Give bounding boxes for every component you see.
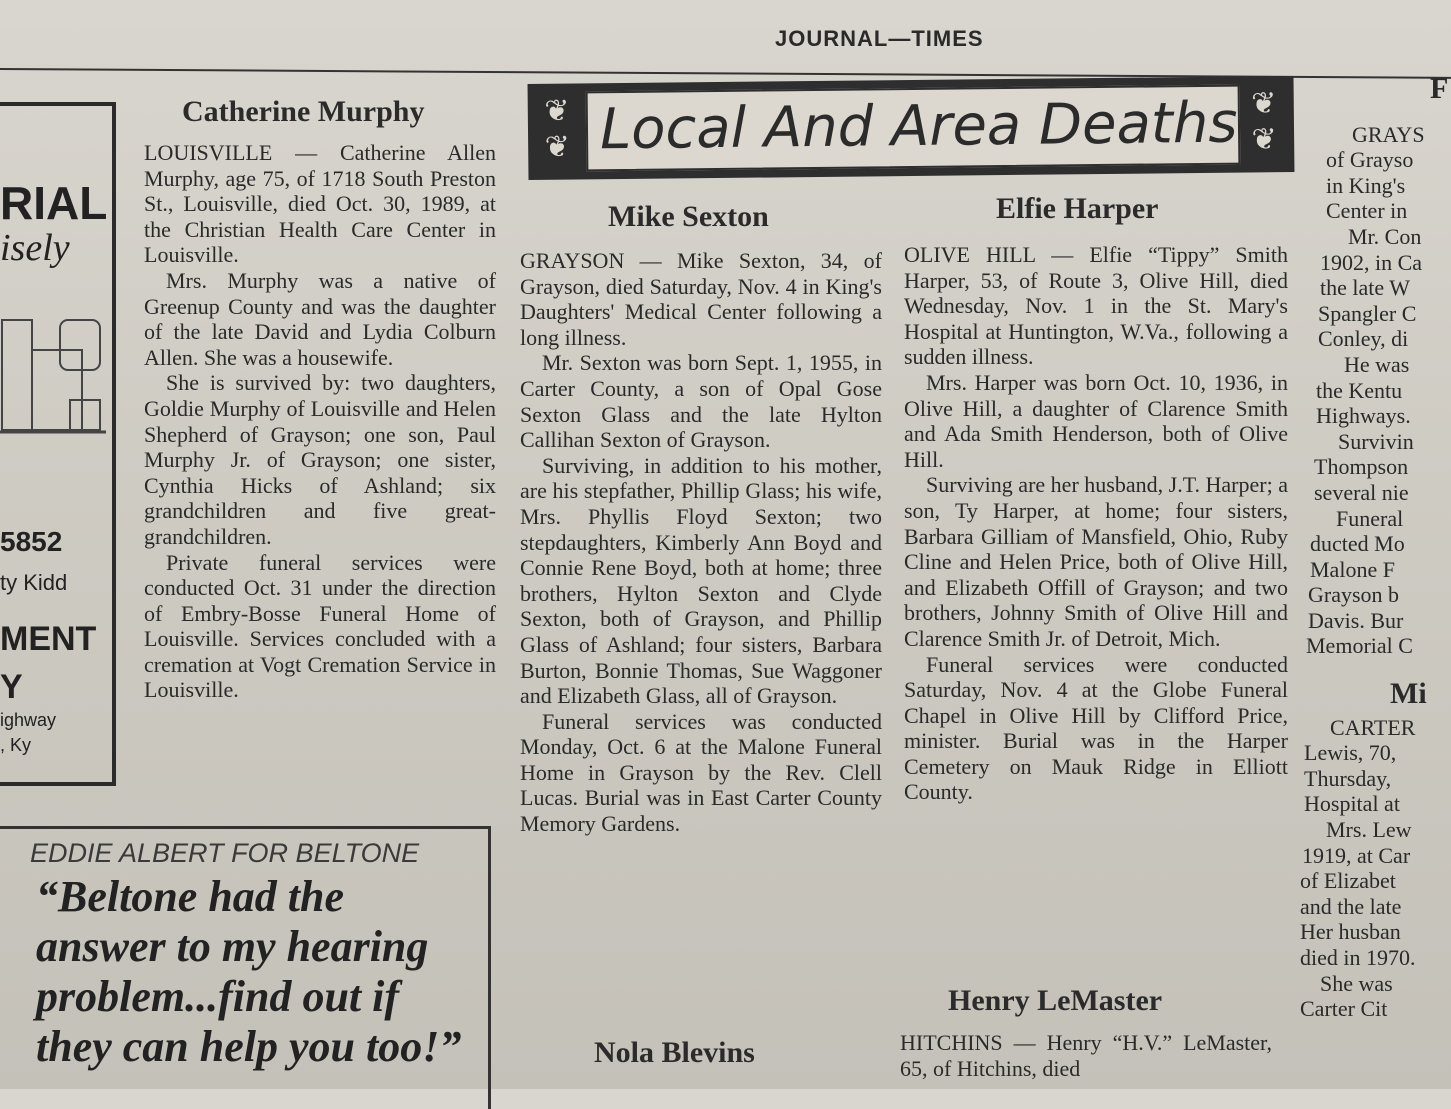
section-banner [528, 76, 1295, 180]
quote-line: problem...find out if [36, 972, 400, 1021]
cutoff-heading: F [1430, 72, 1449, 105]
masthead: JOURNAL—TIMES [775, 26, 984, 51]
cutoff-line: and the late [1300, 893, 1402, 919]
obituary-paragraph: She is survived by: two daughters, Goldie Murphy of Louisville and Helen Shepherd of Grayson; one son, Paul Murphy Jr. of Grayson; one sister, Cynthia Hicks of Ashland; six grandchildren and five great-grandchildren. [144, 370, 496, 549]
quote-line: answer to my hearing [36, 922, 429, 971]
obituary-heading: Elfie Harper [996, 192, 1159, 225]
obituary-paragraph: Mrs. Murphy was a native of Greenup County and was the daughter of the late David and Lydia Colburn Allen. She was a housewife. [144, 267, 496, 370]
section-title: Local And Area Deaths [599, 90, 1238, 163]
cutoff-line: of Elizabet [1300, 868, 1396, 894]
cutoff-line: Mrs. Lew [1326, 817, 1412, 843]
obituary-paragraph: Mr. Sexton was born Sept. 1, 1955, in Carter County, a son of Opal Gose Sexton Glass and the late Hylton Callihan Sexton of Grayson. [520, 350, 882, 453]
obituary-elfie-harper [904, 242, 1288, 805]
quote-line: “Beltone had the [36, 872, 345, 921]
cutoff-line: Memorial C [1306, 633, 1413, 659]
cutoff-line: Thompson [1314, 454, 1409, 480]
obituary-heading: Nola Blevins [594, 1036, 755, 1069]
cutoff-line: Hospital at [1304, 791, 1400, 817]
obituary-paragraph: Funeral services were conducted Saturday, Nov. 4 at the Globe Funeral Chapel in Olive Hill by Clifford Price, minister. Burial was in the Harper Cemetery on Mauk Ridge in Elliott County. [904, 651, 1288, 805]
cutoff-line: Spangler C [1318, 300, 1417, 326]
obituary-paragraph: Surviving are her husband, J.T. Harper; a son, Ty Harper, at home; four sisters, Barbara Gilliam of Mansfield, Ohio, Ruby Cline and Helen Price, both of Olive Hill, and Elizabeth Offill of Grayson; and two brothers, Johnny Smith of Olive Hill and Clarence Smith Jr. of Detroit, Mich. [904, 472, 1288, 651]
cutoff-line: several nie [1314, 479, 1409, 505]
right-edge-column [1300, 70, 1451, 1090]
cutoff-heading: Mi [1390, 677, 1427, 711]
obituary-henry-lemaster [900, 1030, 1272, 1081]
cutoff-line: Funeral [1336, 505, 1404, 531]
banner-title-box [586, 85, 1241, 172]
floral-ornament-icon: ❦ ❦ [544, 94, 570, 164]
monument-illustration [0, 300, 108, 440]
obituary-paragraph: Surviving, in addition to his mother, are his stepfather, Phillip Glass; his wife, Mrs. Phyllis Floyd Sexton; two stepdaughters, Kimberly Ann Boyd and Connie Rene Boyd, both at home; three brothers, Hylton Sexton and Clyde Sexton, both of Grayson, and Phillip Glass of Ashland; four sisters, Barbara Burton, Bonnie Thomas, Sue Waggoner and Elizabeth Glass, all of Grayson. [520, 452, 882, 709]
obituary-paragraph: Funeral services was conducted Monday, Oct. 6 at the Malone Funeral Home in Grayson by the Rev. Clell Lucas. Burial was in East Carter County Memory Gardens. [520, 708, 882, 837]
cutoff-line: Grayson b [1308, 582, 1400, 608]
obituary-paragraph: HITCHINS — Henry “H.V.” LeMaster, 65, of Hitchins, died [900, 1030, 1272, 1081]
cutoff-line: 1919, at Car [1302, 842, 1411, 868]
cutoff-line: Her husban [1300, 919, 1401, 945]
beltone-ad-kicker: EDDIE ALBERT FOR BELTONE [30, 838, 420, 868]
cutoff-line: Center in [1326, 198, 1408, 224]
cutoff-line: of Grayso [1326, 147, 1414, 173]
ad-line: MENT [0, 620, 97, 658]
cutoff-line: Mr. Con [1348, 223, 1422, 249]
ad-line: Y [0, 668, 23, 706]
ad-line: , Ky [0, 735, 32, 755]
obituary-catherine-murphy [144, 140, 496, 703]
cutoff-line: CARTER [1330, 714, 1416, 740]
beltone-ad-quote [36, 872, 486, 1072]
ad-line: 5852 [0, 526, 63, 557]
cutoff-line: GRAYS [1352, 121, 1425, 147]
cutoff-line: Carter Cit [1300, 996, 1388, 1022]
ad-line: RIAL [0, 177, 108, 229]
obituary-heading: Catherine Murphy [182, 95, 425, 128]
obituary-mike-sexton [520, 248, 882, 837]
cutoff-line: the Kentu [1316, 377, 1403, 403]
quote-line: they can help you too!” [36, 1022, 462, 1071]
cutoff-line: Survivin [1338, 428, 1414, 454]
cutoff-line: Davis. Bur [1308, 607, 1404, 633]
ad-line: isely [0, 227, 70, 269]
cutoff-line: the late W [1320, 275, 1410, 301]
cutoff-line: in King's [1326, 172, 1406, 198]
cutoff-line: died in 1970. [1300, 945, 1416, 970]
cutoff-line: 1902, in Ca [1320, 249, 1423, 275]
obituary-paragraph: GRAYSON — Mike Sexton, 34, of Grayson, died Saturday, Nov. 4 in King's Daughters' Medical Center following a long illness. [520, 248, 882, 350]
floral-ornament-icon: ❦ ❦ [1251, 87, 1277, 157]
cutoff-line: He was [1344, 351, 1410, 377]
obituary-heading: Henry LeMaster [948, 984, 1163, 1017]
cutoff-line: Highways. [1316, 403, 1411, 429]
obituary-paragraph: Mrs. Harper was born Oct. 10, 1936, in Olive Hill, a daughter of Clarence Smith and Ada Smith Henderson, both of Olive Hill. [904, 369, 1288, 472]
obituary-paragraph: OLIVE HILL — Elfie “Tippy” Smith Harper, 53, of Route 3, Olive Hill, died Wednesday, Nov. 1 in the St. Mary's Hospital at Huntington, W.Va., following a sudden illness. [904, 242, 1288, 370]
cutoff-line: Conley, di [1318, 326, 1409, 352]
cutoff-line: She was [1320, 970, 1393, 996]
cutoff-line: Thursday, [1304, 765, 1392, 791]
cutoff-line: Lewis, 70, [1304, 740, 1397, 766]
obituary-heading: Mike Sexton [608, 200, 769, 233]
obituary-paragraph: LOUISVILLE — Catherine Allen Murphy, age 75, of 1718 South Preston St., Louisville, died Oct. 30, 1989, at the Christian Health Care Center in Louisville. [144, 140, 496, 268]
ad-line: ighway [0, 710, 57, 730]
obituary-paragraph: Private funeral services were conducted Oct. 31 under the direction of Embry-Bosse Funeral Home of Louisville. Services concluded with a cremation at Vogt Cremation Service in Louisville. [144, 549, 496, 703]
cutoff-line: Malone F [1310, 556, 1395, 582]
cutoff-line: ducted Mo [1310, 531, 1405, 557]
ad-line: ty Kidd [0, 570, 68, 595]
